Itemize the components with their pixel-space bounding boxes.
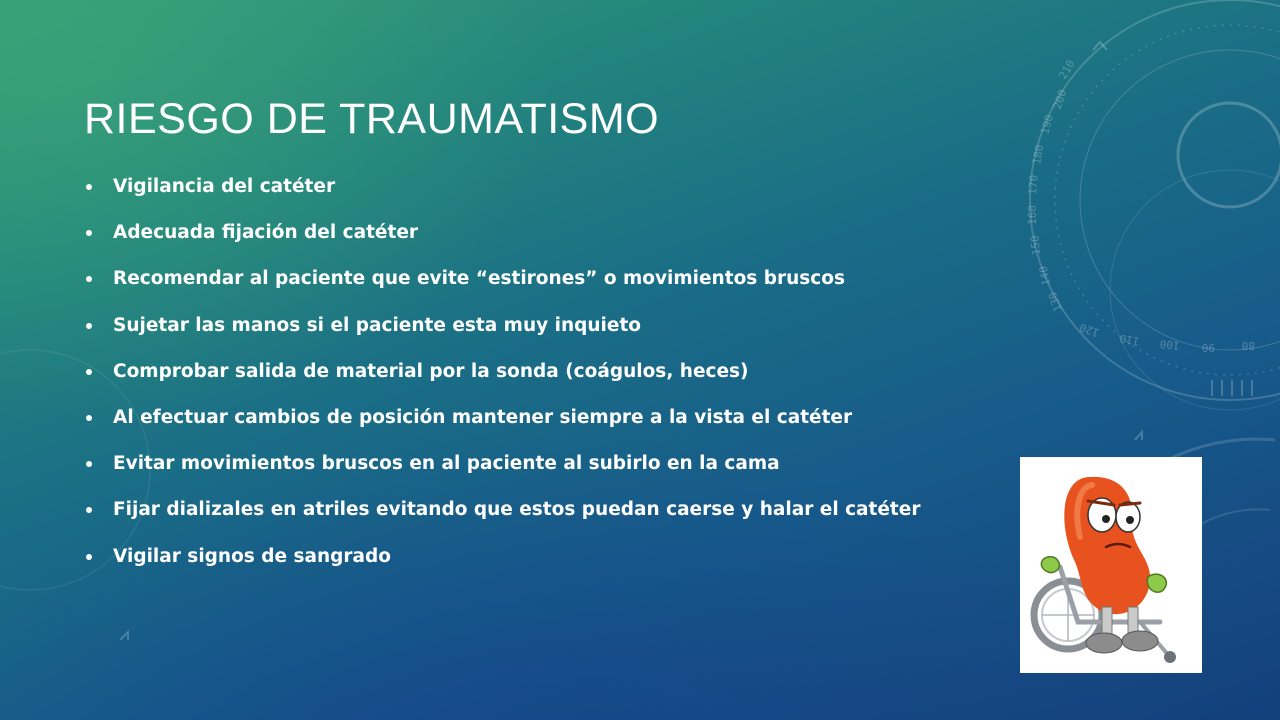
dial-number: 170: [1026, 174, 1041, 196]
bullet-dot-icon: [86, 461, 92, 467]
bullet-dot-icon: [86, 230, 92, 236]
bullet-item: [86, 216, 920, 262]
bullet-text: Comprobar salida de material por la sonda (coágulos, heces): [113, 360, 749, 382]
dial-number: 110: [1118, 331, 1141, 348]
bullet-text: Adecuada fijación del catéter: [113, 222, 418, 244]
bullet-dot-icon: [86, 554, 92, 560]
kidney-character-icon: [1020, 457, 1202, 673]
dial-number: 190: [1038, 113, 1057, 136]
bullet-item: [86, 493, 920, 539]
slide-title: RIESGO DE TRAUMATISMO: [84, 95, 660, 143]
bullet-item: [86, 309, 920, 355]
bullet-item: [86, 540, 920, 586]
dial-number: 90: [1201, 341, 1215, 354]
dial-number: 210: [1056, 57, 1078, 82]
bullet-dot-icon: [86, 415, 92, 421]
dial-number: 120: [1077, 320, 1102, 340]
dial-number: 80: [1241, 339, 1255, 352]
bullet-item: [86, 401, 920, 447]
bullet-item: [86, 262, 920, 308]
bullet-dot-icon: [86, 184, 92, 190]
bullet-text: Sujetar las manos si el paciente esta muy inquieto: [113, 314, 641, 336]
bullet-text: Vigilar signos de sangrado: [113, 545, 391, 567]
dial-number: 200: [1050, 87, 1070, 112]
bullet-dot-icon: [86, 507, 92, 513]
bullet-dot-icon: [86, 323, 92, 329]
kidney-wheelchair-image: [1020, 457, 1202, 673]
bullet-dot-icon: [86, 369, 92, 375]
dial-number: 150: [1028, 234, 1043, 256]
bullet-text: Recomendar al paciente que evite “estirones” o movimientos bruscos: [113, 268, 845, 290]
dial-number: 180: [1030, 143, 1047, 166]
dial-number: 130: [1045, 290, 1065, 314]
dial-number: 160: [1026, 205, 1039, 225]
bullet-list: [86, 170, 920, 586]
bullet-item: [86, 447, 920, 493]
bullet-text: Vigilancia del catéter: [113, 176, 336, 197]
bullet-dot-icon: [86, 276, 92, 282]
dial-number: 140: [1036, 264, 1053, 287]
bullet-text: Evitar movimientos bruscos en al paciente al subirlo en la cama: [113, 453, 780, 475]
bullet-item: [86, 355, 920, 401]
bullet-item: [86, 170, 920, 216]
dial-number: 100: [1159, 337, 1181, 352]
bullet-text: Fijar dializales en atriles evitando que estos puedan caerse y halar el catéter: [113, 499, 921, 521]
bullet-text: Al efectuar cambios de posición mantener siempre a la vista el catéter: [113, 406, 853, 428]
